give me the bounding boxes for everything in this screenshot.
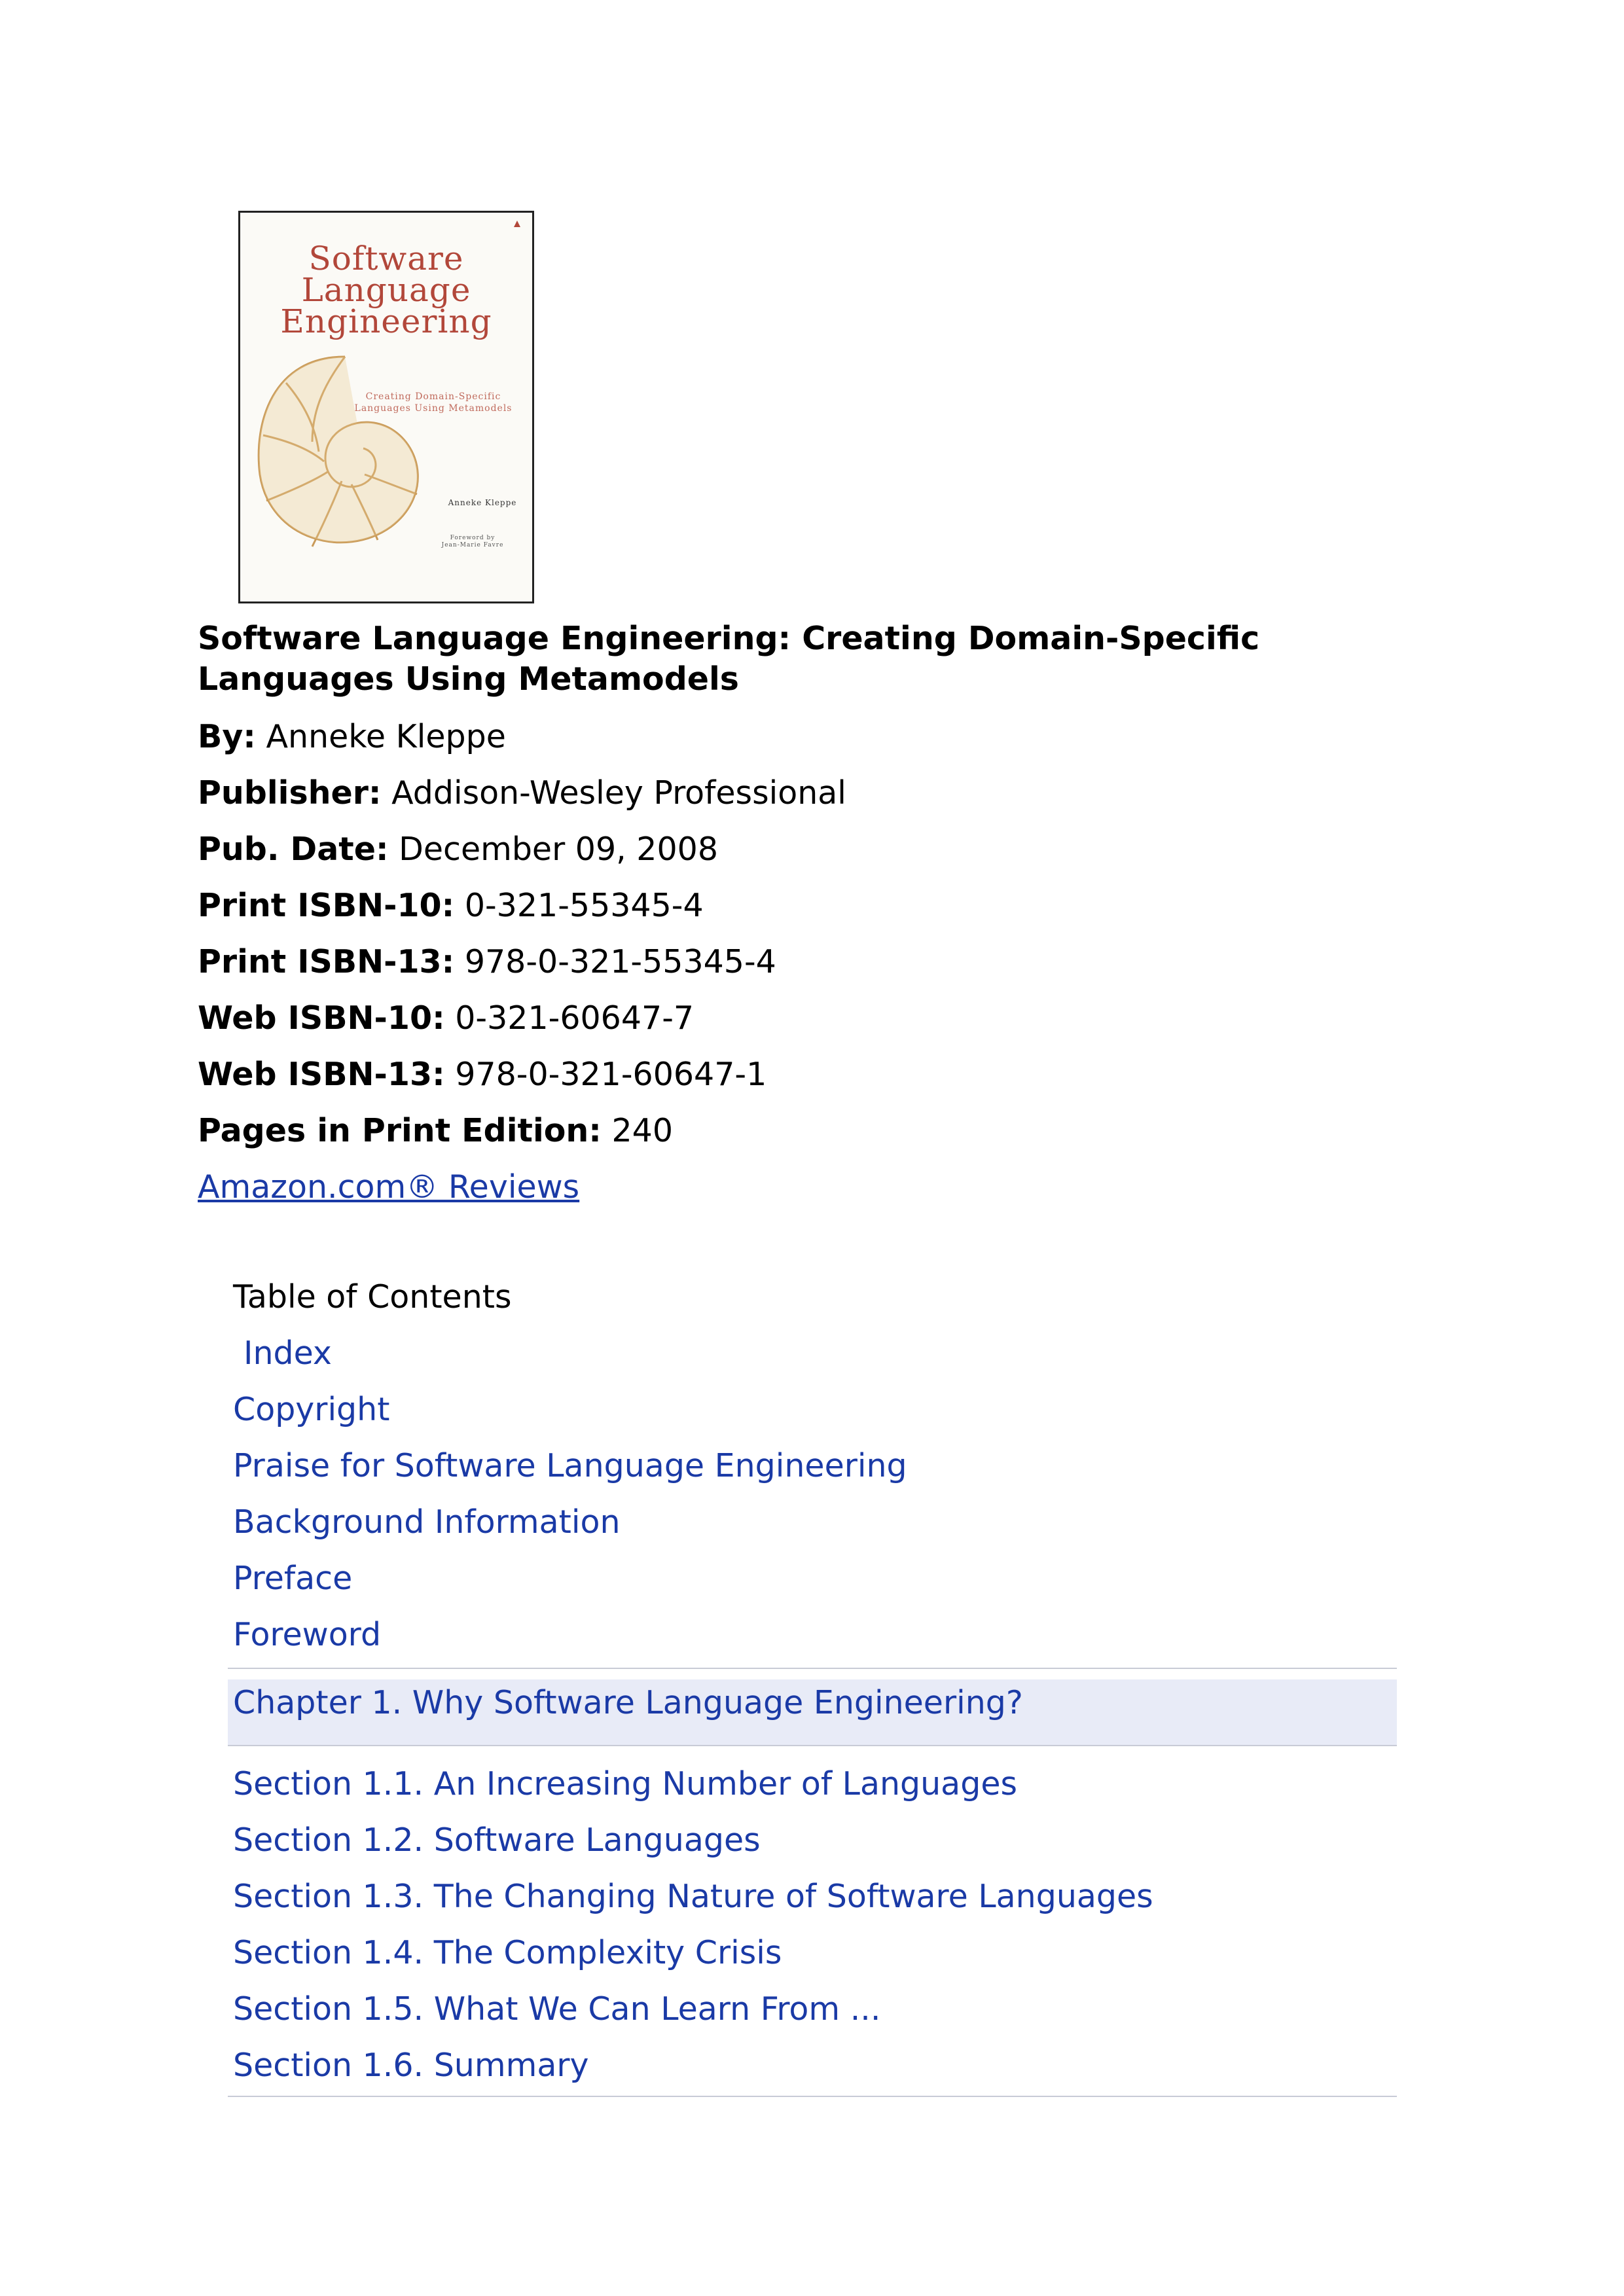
toc-section-1-6[interactable]: Section 1.6. Summary — [233, 2047, 589, 2084]
web-isbn13-label: Web ISBN-13: — [198, 1056, 445, 1093]
book-cover-image — [238, 211, 534, 603]
web-isbn10-value: 0-321-60647-7 — [455, 999, 695, 1037]
cover-title-line-2: Language — [301, 271, 471, 309]
pubdate-value: December 09, 2008 — [399, 831, 718, 868]
toc-item-index[interactable]: Index — [244, 1335, 332, 1372]
toc-section-1-3[interactable]: Section 1.3. The Changing Nature of Software Languages — [233, 1878, 1153, 1915]
pubdate-row — [198, 830, 718, 869]
print-isbn10-label: Print ISBN-10: — [198, 887, 455, 924]
divider — [228, 2096, 1397, 2097]
web-isbn13-row — [198, 1055, 767, 1094]
cover-author: Anneke Kleppe — [448, 498, 517, 507]
cover-title-line-1: Software — [308, 240, 464, 278]
print-isbn13-value: 978-0-321-55345-4 — [464, 943, 776, 980]
toc-item-foreword[interactable]: Foreword — [233, 1616, 382, 1653]
toc-section-1-5[interactable]: Section 1.5. What We Can Learn From ... — [233, 1990, 881, 2028]
divider — [228, 1745, 1397, 1746]
print-isbn13-row — [198, 942, 776, 982]
pages-value: 240 — [611, 1112, 673, 1149]
pages-label: Pages in Print Edition: — [198, 1112, 602, 1149]
divider — [228, 1668, 1397, 1669]
reviews-row — [198, 1168, 579, 1207]
publisher-logo-icon — [514, 221, 520, 227]
web-isbn13-value: 978-0-321-60647-1 — [455, 1056, 767, 1093]
toc-section-1-4[interactable]: Section 1.4. The Complexity Crisis — [233, 1934, 782, 1971]
cover-title-line-3: Engineering — [280, 302, 492, 340]
web-isbn10-row — [198, 999, 694, 1038]
toc-section-1-2[interactable]: Section 1.2. Software Languages — [233, 1821, 761, 1859]
cover-subtitle-line-2: Languages Using Metamodels — [354, 403, 513, 414]
cover-foreword-line-1: Foreword by — [450, 535, 496, 541]
print-isbn10-value: 0-321-55345-4 — [464, 887, 704, 924]
amazon-reviews-link[interactable]: Amazon.com® Reviews — [198, 1168, 580, 1206]
print-isbn10-row — [198, 886, 704, 925]
nautilus-shell-icon — [247, 344, 443, 566]
author-row — [198, 717, 506, 757]
publisher-value: Addison-Wesley Professional — [391, 774, 846, 812]
toc-item-background[interactable]: Background Information — [233, 1503, 621, 1541]
toc-chapter-1[interactable]: Chapter 1. Why Software Language Engineering? — [233, 1684, 1023, 1721]
publisher-row — [198, 774, 846, 813]
author-label: By: — [198, 718, 256, 755]
toc-section-1-1[interactable]: Section 1.1. An Increasing Number of Languages — [233, 1765, 1017, 1803]
publisher-label: Publisher: — [198, 774, 382, 812]
author-value: Anneke Kleppe — [266, 718, 506, 755]
cover-foreword-line-2: Jean-Marie Favre — [441, 542, 504, 548]
toc-heading: Table of Contents — [233, 1278, 512, 1316]
cover-subtitle — [338, 391, 528, 414]
print-isbn13-label: Print ISBN-13: — [198, 943, 455, 980]
book-title: Software Language Engineering: Creating Domain-Specific Languages Using Metamodels — [198, 620, 1260, 698]
toc-item-praise[interactable]: Praise for Software Language Engineering — [233, 1447, 907, 1484]
pubdate-label: Pub. Date: — [198, 831, 389, 868]
pages-row — [198, 1111, 673, 1151]
web-isbn10-label: Web ISBN-10: — [198, 999, 445, 1037]
cover-foreword — [417, 535, 528, 549]
toc-item-preface[interactable]: Preface — [233, 1560, 353, 1597]
cover-subtitle-line-1: Creating Domain-Specific — [365, 391, 501, 402]
toc-item-copyright[interactable]: Copyright — [233, 1391, 390, 1428]
